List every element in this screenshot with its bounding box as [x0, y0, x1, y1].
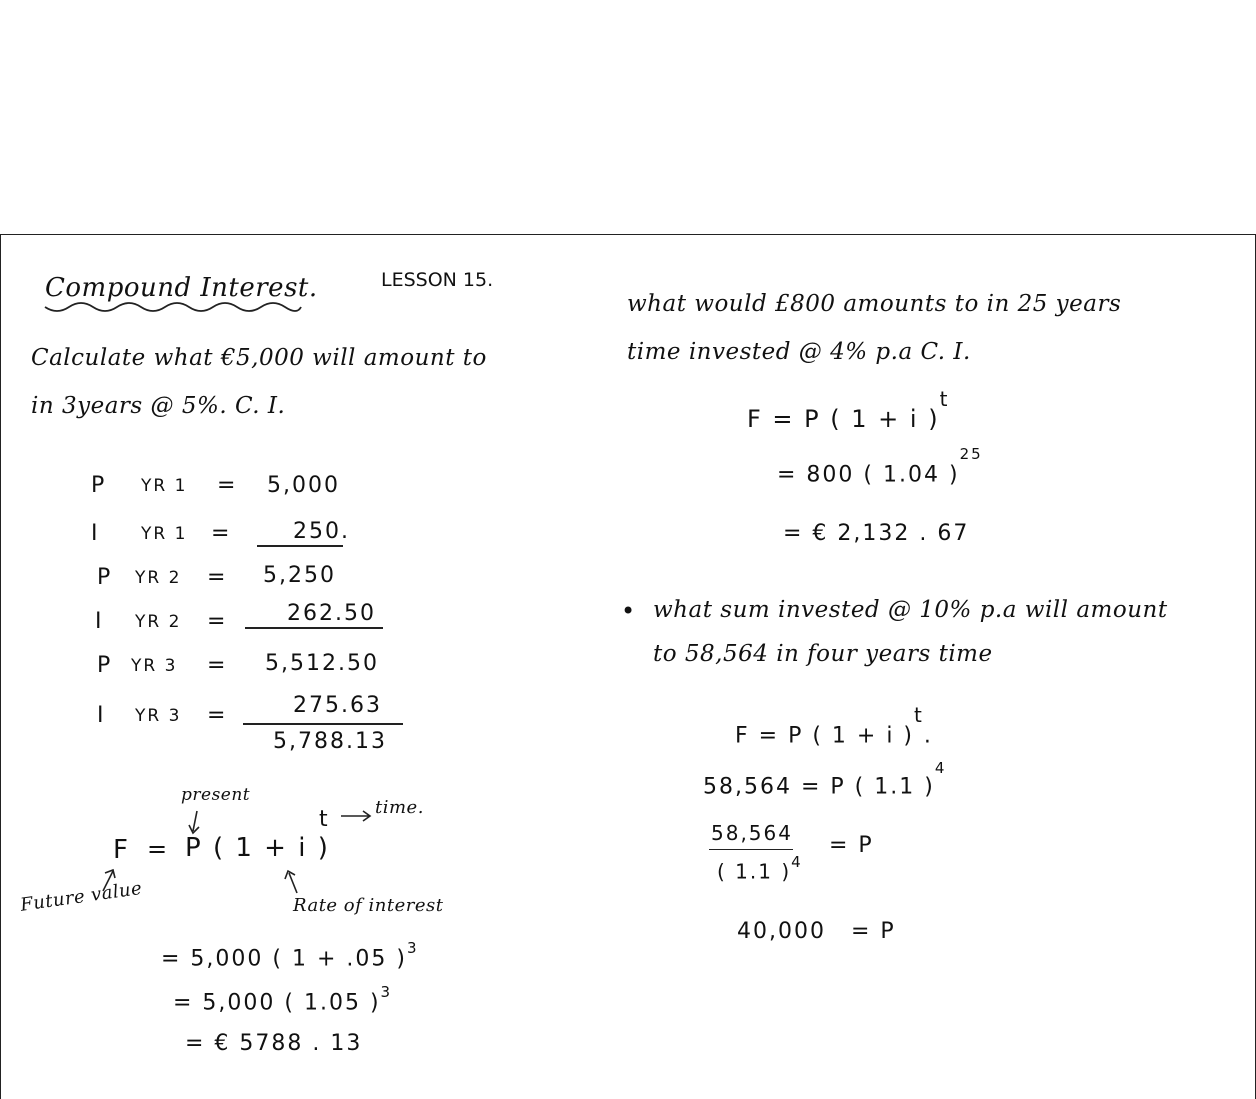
- row-label: P: [91, 473, 107, 498]
- step-text: = 5,000 ( 1.05 ): [173, 990, 381, 1016]
- step-text: F = P ( 1 + i ): [747, 405, 940, 433]
- row-label: P: [97, 653, 113, 678]
- formula-exponent: t: [319, 807, 330, 832]
- row-equals: =: [217, 473, 238, 498]
- note-present: present: [181, 785, 251, 805]
- step-text: F = P ( 1 + i ): [735, 723, 915, 749]
- row-year: YR 2: [135, 612, 182, 632]
- step-text: = 800 ( 1.04 ): [777, 462, 960, 488]
- lesson-number: LESSON 15.: [381, 269, 494, 291]
- fraction-bar: [709, 849, 793, 850]
- question-3-line-1: what sum invested @ 10% p.a will amount: [653, 597, 1168, 623]
- bullet: •: [621, 597, 638, 625]
- rate-arrow-icon: [283, 869, 303, 895]
- fraction-numerator: 58,564: [711, 821, 793, 845]
- denominator-exponent: 4: [791, 853, 803, 871]
- note-time: time.: [375, 797, 424, 818]
- question-2-line-2: time invested @ 4% p.a C. I.: [627, 339, 971, 365]
- step-text: = € 5788 . 13: [185, 1031, 363, 1056]
- row-value: 5,250: [263, 563, 336, 588]
- row-value: 5,000: [267, 473, 340, 498]
- formula-equals: =: [147, 835, 170, 863]
- step-text: 58,564 = P ( 1.1 ): [703, 774, 935, 800]
- question-3-line-2: to 58,564 in four years time: [653, 641, 993, 667]
- formula-lhs: F: [113, 835, 130, 865]
- row-equals: =: [207, 653, 228, 678]
- step-text: = 5,000 ( 1 + .05 ): [161, 946, 407, 972]
- row-year: YR 3: [135, 706, 182, 726]
- row-year: YR 1: [141, 524, 188, 544]
- page-title: Compound Interest.: [45, 273, 318, 303]
- row-label: P: [97, 565, 113, 590]
- step-exponent: 3: [406, 939, 419, 957]
- row-equals: =: [207, 703, 228, 728]
- right-step-1: [747, 387, 950, 433]
- note-future-value: Future value: [19, 877, 144, 916]
- sum-rule-1: [257, 545, 343, 547]
- question-2-line-1: what would £800 amounts to in 25 years: [627, 291, 1122, 317]
- row-label: I: [91, 521, 100, 546]
- note-rate-of-interest: Rate of interest: [293, 895, 444, 916]
- formula-rhs: P ( 1 + i ): [185, 833, 330, 863]
- right-step-3: [783, 521, 969, 546]
- row-value: 5,512.50: [265, 651, 379, 676]
- title-underline: [43, 301, 303, 317]
- step-exponent: 25: [959, 445, 983, 463]
- row-year: YR 1: [141, 476, 188, 496]
- row-label: I: [95, 609, 104, 634]
- result-value: 40,000: [737, 919, 826, 944]
- row-value: 275.63: [293, 693, 382, 718]
- row-label: I: [97, 703, 106, 728]
- total-value: 5,788.13: [273, 729, 387, 754]
- step-exponent: 4: [934, 759, 947, 777]
- fraction-denominator: [717, 853, 803, 884]
- denominator-text: ( 1.1 ): [717, 859, 792, 884]
- row-equals: =: [211, 521, 232, 546]
- sum-rule-3: [243, 723, 403, 725]
- left-step-1: [161, 939, 419, 972]
- right-step-4: [735, 703, 933, 749]
- right-step-2: [777, 445, 983, 488]
- notes-page: [0, 234, 1256, 1099]
- time-arrow-icon: [339, 809, 373, 823]
- left-step-2: [173, 983, 393, 1016]
- row-value: 262.50: [287, 601, 376, 626]
- fraction-rhs: = P: [829, 833, 874, 858]
- step-exponent: 3: [380, 983, 393, 1001]
- row-equals: =: [207, 609, 228, 634]
- row-year: YR 2: [135, 568, 182, 588]
- right-step-5: [703, 759, 947, 800]
- row-year: YR 3: [131, 656, 178, 676]
- question-1-line-2: in 3years @ 5%. C. I.: [31, 393, 286, 419]
- left-step-3: [185, 1031, 362, 1056]
- step-exponent: t: [939, 387, 950, 411]
- row-value: 250.: [293, 519, 350, 544]
- result-rhs: = P: [851, 919, 896, 944]
- step-text: = € 2,132 . 67: [783, 521, 970, 546]
- question-1-line-1: Calculate what €5,000 will amount to: [31, 345, 487, 371]
- row-equals: =: [207, 565, 228, 590]
- step-exponent: t: [914, 703, 924, 727]
- sum-rule-2: [245, 627, 383, 629]
- step-suffix: .: [923, 723, 933, 749]
